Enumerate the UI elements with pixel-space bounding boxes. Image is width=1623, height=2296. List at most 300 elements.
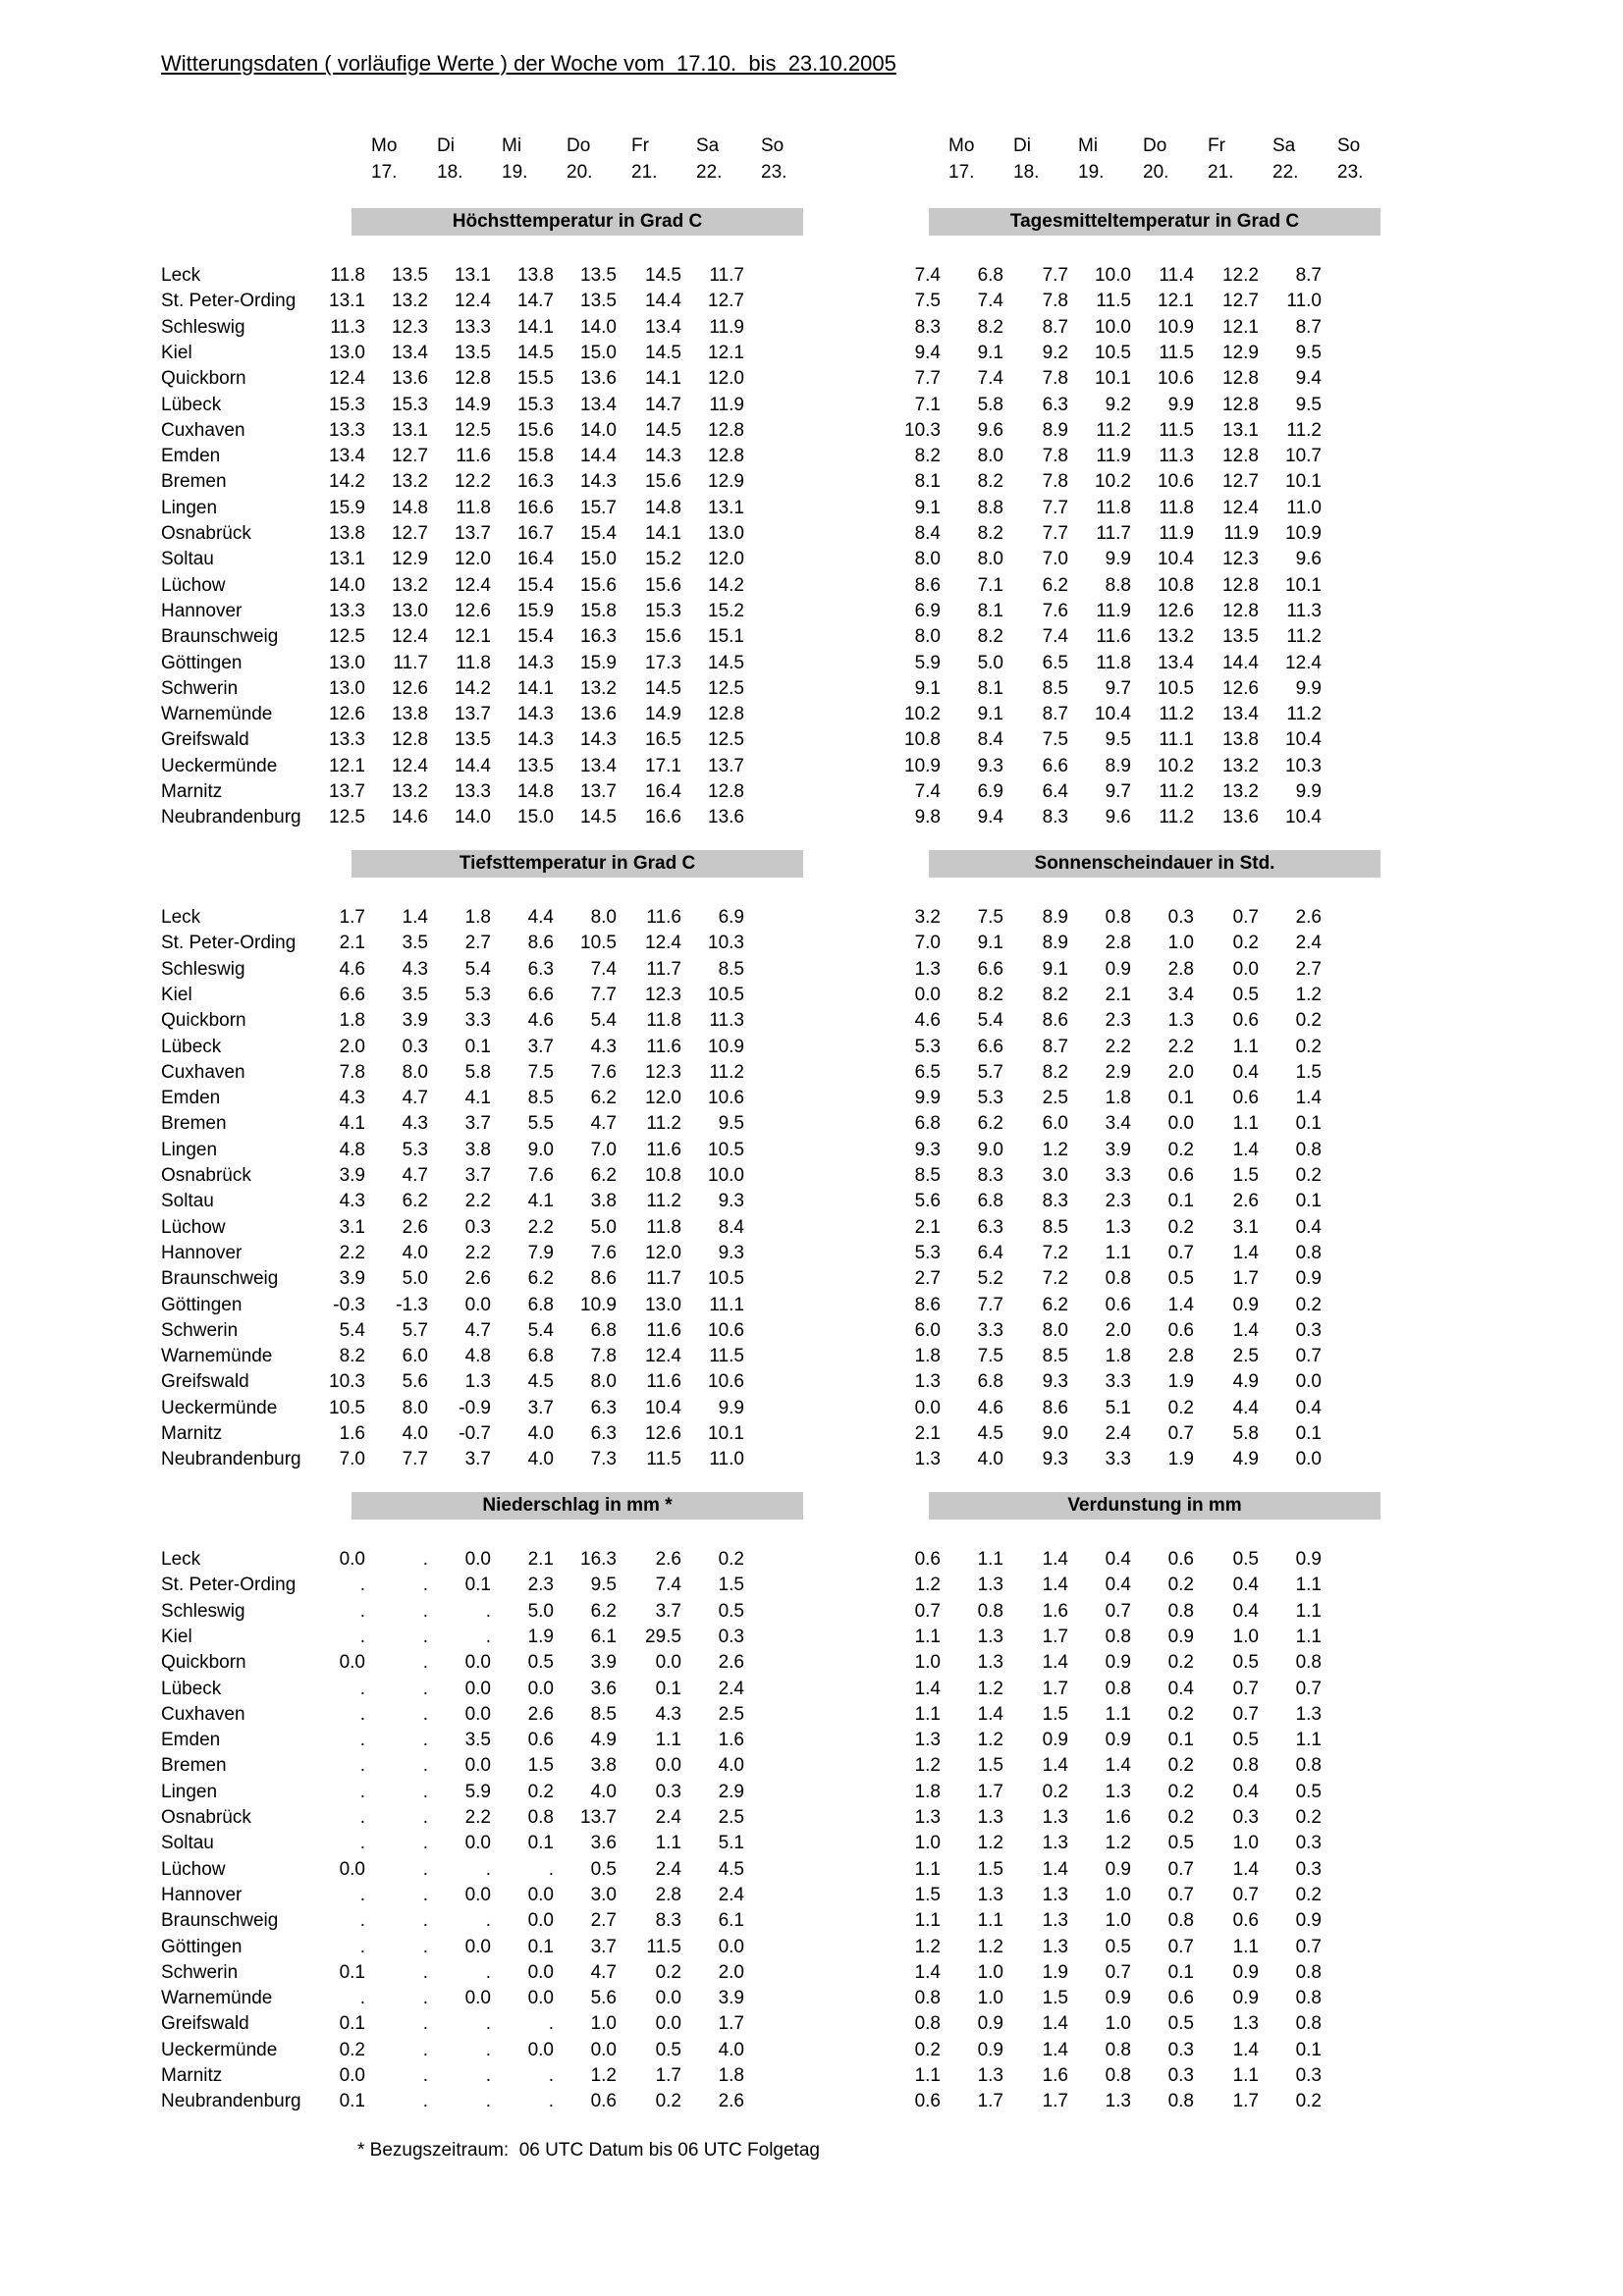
left-value-cell: 13.8 <box>392 704 428 725</box>
right-value-cell: 0.8 <box>1295 1961 1322 1983</box>
table-row <box>0 651 1623 676</box>
right-value-cell: 0.5 <box>1295 1781 1322 1802</box>
left-value-cell: 4.0 <box>718 1755 744 1777</box>
table-row <box>0 1857 1623 1883</box>
left-value-cell: 15.3 <box>517 394 554 415</box>
left-value-cell: 13.5 <box>517 755 554 776</box>
right-value-cell: 1.3 <box>977 1626 1003 1647</box>
left-value-cell: . <box>359 1884 365 1905</box>
left-day-header: Di <box>437 135 455 156</box>
right-value-cell: 0.2 <box>1295 1036 1322 1057</box>
left-value-cell: 8.6 <box>527 933 554 954</box>
right-value-cell: 10.1 <box>1095 368 1131 390</box>
left-value-cell: 15.6 <box>645 626 681 648</box>
station-name: Lingen <box>161 1139 218 1160</box>
left-value-cell: 14.8 <box>392 497 428 518</box>
left-value-cell: 11.2 <box>646 1113 681 1135</box>
station-name: Göttingen <box>161 1936 243 1957</box>
table-row <box>0 1008 1623 1034</box>
right-value-cell: 2.3 <box>1105 1010 1131 1032</box>
right-value-cell: 8.5 <box>1042 1346 1068 1367</box>
right-value-cell: 7.6 <box>1042 600 1068 621</box>
left-value-cell: . <box>485 1858 491 1880</box>
left-value-cell: 1.6 <box>718 1730 744 1751</box>
left-value-cell: 0.5 <box>718 1600 744 1622</box>
left-value-cell: 15.9 <box>580 652 617 673</box>
right-value-cell: 8.5 <box>1042 1216 1068 1238</box>
right-day-header: Do <box>1143 135 1167 156</box>
right-value-cell: 0.8 <box>1167 1910 1194 1932</box>
right-day-header: Mo <box>948 135 975 156</box>
right-value-cell: 9.7 <box>1105 781 1131 802</box>
right-value-cell: 0.7 <box>1295 1346 1322 1367</box>
right-value-cell: 1.5 <box>1295 1061 1322 1083</box>
right-value-cell: 12.3 <box>1222 549 1259 570</box>
right-value-cell: 0.9 <box>1105 958 1131 980</box>
right-value-cell: 0.9 <box>977 2013 1003 2035</box>
right-value-cell: 1.3 <box>1105 1781 1131 1802</box>
left-value-cell: 2.2 <box>527 1216 554 1238</box>
left-value-cell: 8.3 <box>655 1910 681 1932</box>
right-value-cell: 6.9 <box>977 781 1003 802</box>
left-value-cell: 13.2 <box>392 291 428 312</box>
right-value-cell: 1.1 <box>914 1858 941 1880</box>
right-value-cell: 0.2 <box>1167 1755 1194 1777</box>
station-name: Emden <box>161 1730 221 1751</box>
right-value-cell: 2.1 <box>1105 984 1131 1005</box>
station-name: Marnitz <box>161 781 223 802</box>
right-value-cell: 2.5 <box>1042 1088 1068 1109</box>
left-value-cell: 14.6 <box>392 807 428 828</box>
left-value-cell: 2.5 <box>718 1703 744 1725</box>
left-value-cell: 8.5 <box>527 1088 554 1109</box>
right-value-cell: 0.4 <box>1232 1600 1259 1622</box>
station-name: Schleswig <box>161 958 245 980</box>
right-value-cell: 13.2 <box>1222 781 1259 802</box>
left-value-cell: 14.3 <box>517 729 554 751</box>
right-value-cell: 9.1 <box>977 704 1003 725</box>
left-value-cell: . <box>422 1730 428 1751</box>
left-value-cell: 0.0 <box>655 1652 681 1674</box>
left-value-cell: 12.7 <box>708 291 744 312</box>
right-value-cell: 0.9 <box>1105 1652 1131 1674</box>
right-value-cell: 1.8 <box>1105 1346 1131 1367</box>
right-value-cell: 0.8 <box>1105 2039 1131 2060</box>
right-value-cell: 10.1 <box>1285 574 1322 596</box>
left-value-cell: 12.4 <box>455 291 491 312</box>
right-value-cell: 3.3 <box>977 1319 1003 1341</box>
right-value-cell: 11.9 <box>1096 446 1131 467</box>
left-value-cell: 0.0 <box>655 1988 681 2009</box>
left-value-cell: . <box>485 1961 491 1983</box>
right-value-cell: 12.1 <box>1222 316 1259 338</box>
left-value-cell: 8.6 <box>590 1268 617 1290</box>
right-value-cell: 0.5 <box>1232 1549 1259 1570</box>
right-value-cell: 0.8 <box>1295 1755 1322 1777</box>
left-value-cell: 0.0 <box>464 1549 491 1570</box>
left-value-cell: 11.2 <box>646 1191 681 1212</box>
left-value-cell: 6.2 <box>590 1165 617 1186</box>
table-row <box>0 1805 1623 1831</box>
right-value-cell: 1.1 <box>977 1910 1003 1932</box>
left-value-cell: 2.4 <box>655 1807 681 1828</box>
right-value-cell: 0.2 <box>1167 1807 1194 1828</box>
right-value-cell: 0.8 <box>1105 1268 1131 1290</box>
right-value-cell: 1.7 <box>1232 1268 1259 1290</box>
right-value-cell: 4.4 <box>1232 1397 1259 1418</box>
left-value-cell: 2.6 <box>527 1703 554 1725</box>
left-value-cell: 14.1 <box>517 316 554 338</box>
left-value-cell: 11.8 <box>646 1216 681 1238</box>
left-value-cell: 16.7 <box>517 523 554 544</box>
left-value-cell: 15.3 <box>645 600 681 621</box>
left-value-cell: 10.6 <box>708 1319 744 1341</box>
right-value-cell: 1.1 <box>914 1626 941 1647</box>
right-value-cell: 12.1 <box>1158 291 1194 312</box>
left-value-cell: 11.6 <box>646 1036 681 1057</box>
left-value-cell: 3.5 <box>402 984 428 1005</box>
left-value-cell: 15.6 <box>645 471 681 493</box>
right-value-cell: 8.2 <box>977 316 1003 338</box>
right-value-cell: 9.9 <box>1105 549 1131 570</box>
left-value-cell: . <box>422 1600 428 1622</box>
right-value-cell: 1.0 <box>1232 1626 1259 1647</box>
left-value-cell: 13.4 <box>392 342 428 363</box>
left-value-cell: . <box>422 1858 428 1880</box>
station-name: Ueckermünde <box>161 755 278 776</box>
left-value-cell: 2.7 <box>464 933 491 954</box>
right-value-cell: 1.5 <box>914 1884 941 1905</box>
left-value-cell: 15.0 <box>580 342 617 363</box>
station-name: Braunschweig <box>161 626 279 648</box>
right-value-cell: 5.6 <box>914 1191 941 1212</box>
left-value-cell: 2.1 <box>527 1549 554 1570</box>
right-value-cell: 0.8 <box>1295 1652 1322 1674</box>
right-value-cell: 1.2 <box>977 1833 1003 1854</box>
left-day-header: Mo <box>371 135 398 156</box>
right-value-cell: 11.5 <box>1159 342 1194 363</box>
left-value-cell: 4.3 <box>339 1088 365 1109</box>
left-value-cell: 15.9 <box>517 600 554 621</box>
left-day-header: So <box>761 135 784 156</box>
left-value-cell: 3.8 <box>464 1139 491 1160</box>
table-row <box>0 1728 1623 1753</box>
right-value-cell: 1.0 <box>1232 1833 1259 1854</box>
table-row <box>0 931 1623 956</box>
left-value-cell: 16.6 <box>645 807 681 828</box>
right-value-cell: 1.6 <box>1105 1807 1131 1828</box>
station-name: Lingen <box>161 497 218 518</box>
right-value-cell: 12.8 <box>1222 394 1259 415</box>
right-value-cell: 5.0 <box>977 652 1003 673</box>
right-value-cell: 11.7 <box>1096 523 1131 544</box>
left-value-cell: 3.7 <box>464 1113 491 1135</box>
right-value-cell: 1.2 <box>977 1730 1003 1751</box>
station-name: Greifswald <box>161 729 249 751</box>
right-value-cell: 6.6 <box>977 1036 1003 1057</box>
left-value-cell: 4.6 <box>339 958 365 980</box>
left-value-cell: 0.8 <box>527 1807 554 1828</box>
right-value-cell: 8.0 <box>977 446 1003 467</box>
right-value-cell: 2.8 <box>1167 1346 1194 1367</box>
left-value-cell: 17.1 <box>645 755 681 776</box>
right-date-header: 17. <box>948 162 975 183</box>
left-value-cell: 0.0 <box>339 2065 365 2086</box>
left-date-header: 20. <box>567 162 593 183</box>
left-value-cell: 16.3 <box>580 626 617 648</box>
left-value-cell: 3.7 <box>655 1600 681 1622</box>
left-value-cell: 0.6 <box>527 1730 554 1751</box>
right-value-cell: 12.6 <box>1222 677 1259 699</box>
right-value-cell: 10.1 <box>1285 471 1322 493</box>
right-value-cell: 8.2 <box>977 523 1003 544</box>
table-row <box>0 599 1623 624</box>
table-row <box>0 263 1623 289</box>
left-value-cell: 14.8 <box>645 497 681 518</box>
right-value-cell: 1.2 <box>1295 984 1322 1005</box>
right-value-cell: 4.0 <box>977 1449 1003 1470</box>
left-value-cell: 11.6 <box>456 446 491 467</box>
right-value-cell: 2.7 <box>1295 958 1322 980</box>
right-value-cell: 0.2 <box>1167 1139 1194 1160</box>
left-value-cell: 14.5 <box>645 265 681 286</box>
left-value-cell: 7.6 <box>590 1061 617 1083</box>
table-row <box>0 1908 1623 1934</box>
table-row <box>0 624 1623 650</box>
left-value-cell: 13.0 <box>329 652 365 673</box>
right-value-cell: 8.4 <box>977 729 1003 751</box>
right-value-cell: 8.9 <box>1042 419 1068 441</box>
left-value-cell: 7.3 <box>590 1449 617 1470</box>
left-value-cell: 2.4 <box>718 1884 744 1905</box>
table-row <box>0 1369 1623 1395</box>
right-day-header: Mi <box>1078 135 1099 156</box>
right-value-cell: 9.0 <box>1042 1423 1068 1444</box>
right-value-cell: 0.0 <box>1232 958 1259 980</box>
right-value-cell: 1.3 <box>977 1575 1003 1596</box>
right-value-cell: 7.7 <box>977 1294 1003 1315</box>
right-value-cell: 1.0 <box>1105 1910 1131 1932</box>
left-value-cell: 5.0 <box>590 1216 617 1238</box>
table-row <box>0 957 1623 983</box>
right-value-cell: 13.5 <box>1222 626 1259 648</box>
table-row <box>0 573 1623 599</box>
right-value-cell: 1.3 <box>1042 1936 1068 1957</box>
right-date-header: 22. <box>1272 162 1299 183</box>
left-value-cell: 0.0 <box>464 1652 491 1674</box>
left-value-cell: 4.5 <box>718 1858 744 1880</box>
left-value-cell: 14.9 <box>455 394 491 415</box>
right-value-cell: 8.3 <box>1042 1191 1068 1212</box>
left-value-cell: . <box>548 2091 554 2112</box>
left-value-cell: 2.2 <box>339 1242 365 1263</box>
left-value-cell: . <box>422 2013 428 2035</box>
right-value-cell: 9.1 <box>914 677 941 699</box>
station-name: Kiel <box>161 342 192 363</box>
right-value-cell: 8.5 <box>914 1165 941 1186</box>
right-value-cell: 8.0 <box>914 626 941 648</box>
left-value-cell: 10.5 <box>708 984 744 1005</box>
left-value-cell: 14.4 <box>580 446 617 467</box>
left-value-cell: 12.0 <box>455 549 491 570</box>
table-row <box>0 702 1623 727</box>
right-value-cell: 2.2 <box>1105 1036 1131 1057</box>
right-value-cell: 1.2 <box>914 1575 941 1596</box>
right-value-cell: 10.0 <box>1095 265 1131 286</box>
right-value-cell: 0.1 <box>1167 1730 1194 1751</box>
table-row <box>0 521 1623 547</box>
left-value-cell: 14.7 <box>517 291 554 312</box>
left-value-cell: 13.7 <box>580 1807 617 1828</box>
right-value-cell: 1.3 <box>1232 2013 1259 2035</box>
right-value-cell: 1.1 <box>914 2065 941 2086</box>
left-value-cell: 1.7 <box>655 2065 681 2086</box>
left-value-cell: 12.3 <box>392 316 428 338</box>
left-value-cell: 1.8 <box>718 2065 744 2086</box>
right-value-cell: 9.4 <box>977 807 1003 828</box>
right-value-cell: 0.9 <box>1232 1988 1259 2009</box>
left-value-cell: 15.3 <box>392 394 428 415</box>
right-value-cell: 7.5 <box>977 1346 1003 1367</box>
left-value-cell: 12.4 <box>645 1346 681 1367</box>
left-value-cell: 3.5 <box>464 1730 491 1751</box>
station-name: Bremen <box>161 1755 227 1777</box>
left-value-cell: 3.6 <box>590 1678 617 1699</box>
right-value-cell: 1.4 <box>1232 1139 1259 1160</box>
right-value-cell: 7.8 <box>1042 368 1068 390</box>
right-value-cell: 0.2 <box>1295 1010 1322 1032</box>
left-value-cell: 4.9 <box>590 1730 617 1751</box>
left-value-cell: 16.4 <box>517 549 554 570</box>
left-value-cell: 5.3 <box>402 1139 428 1160</box>
right-value-cell: 11.2 <box>1096 419 1131 441</box>
left-value-cell: 15.0 <box>517 807 554 828</box>
right-value-cell: 9.5 <box>1105 729 1131 751</box>
left-value-cell: 11.2 <box>709 1061 744 1083</box>
left-value-cell: 0.3 <box>655 1781 681 1802</box>
left-value-cell: 14.2 <box>455 677 491 699</box>
station-name: Hannover <box>161 1242 243 1263</box>
left-value-cell: 14.5 <box>517 342 554 363</box>
right-value-cell: 1.0 <box>977 1988 1003 2009</box>
right-value-cell: 8.6 <box>1042 1010 1068 1032</box>
right-value-cell: 1.3 <box>977 1884 1003 1905</box>
left-value-cell: 14.5 <box>645 677 681 699</box>
right-value-cell: 0.9 <box>1105 1858 1131 1880</box>
table-row <box>0 1625 1623 1650</box>
right-value-cell: 1.4 <box>1042 2013 1068 2035</box>
right-value-cell: 1.9 <box>1167 1371 1194 1393</box>
left-value-cell: 2.9 <box>718 1781 744 1802</box>
right-value-cell: 0.4 <box>1232 1061 1259 1083</box>
right-value-cell: 1.4 <box>1042 1575 1068 1596</box>
left-value-cell: 7.4 <box>655 1575 681 1596</box>
right-value-cell: 11.8 <box>1159 497 1194 518</box>
left-value-cell: 9.9 <box>718 1397 744 1418</box>
left-value-cell: 14.0 <box>329 574 365 596</box>
right-value-cell: 1.1 <box>977 1549 1003 1570</box>
left-value-cell: 16.6 <box>517 497 554 518</box>
right-value-cell: 6.2 <box>977 1113 1003 1135</box>
left-value-cell: . <box>359 1626 365 1647</box>
right-value-cell: 1.3 <box>914 1807 941 1828</box>
right-value-cell: 1.8 <box>914 1781 941 1802</box>
right-value-cell: 1.1 <box>1232 1113 1259 1135</box>
right-value-cell: 10.5 <box>1095 342 1131 363</box>
right-value-cell: 0.7 <box>1232 1703 1259 1725</box>
right-value-cell: 12.7 <box>1222 291 1259 312</box>
left-value-cell: 14.1 <box>645 368 681 390</box>
left-value-cell: 12.6 <box>329 704 365 725</box>
left-value-cell: 13.3 <box>329 729 365 751</box>
left-value-cell: 2.6 <box>464 1268 491 1290</box>
left-value-cell: 9.5 <box>590 1575 617 1596</box>
left-value-cell: 12.8 <box>708 446 744 467</box>
left-value-cell: 1.2 <box>590 2065 617 2086</box>
right-value-cell: 6.4 <box>977 1242 1003 1263</box>
table-row <box>0 2063 1623 2089</box>
station-name: Osnabrück <box>161 1807 251 1828</box>
right-value-cell: 2.3 <box>1105 1191 1131 1212</box>
right-value-cell: 5.8 <box>977 394 1003 415</box>
left-value-cell: 13.4 <box>580 394 617 415</box>
left-value-cell: 13.0 <box>329 677 365 699</box>
right-value-cell: 10.3 <box>1285 755 1322 776</box>
left-value-cell: . <box>422 1961 428 1983</box>
station-name: Warnemünde <box>161 704 273 725</box>
left-value-cell: 5.4 <box>339 1319 365 1341</box>
left-value-cell: 0.0 <box>464 1936 491 1957</box>
table-row <box>0 418 1623 444</box>
right-day-header: Fr <box>1208 135 1225 156</box>
right-value-cell: 6.4 <box>1042 781 1068 802</box>
left-value-cell: . <box>422 1936 428 1957</box>
station-name: Cuxhaven <box>161 1703 245 1725</box>
left-value-cell: 16.3 <box>517 471 554 493</box>
left-value-cell: 1.1 <box>655 1833 681 1854</box>
left-value-cell: 11.3 <box>330 316 365 338</box>
right-value-cell: 3.4 <box>1105 1113 1131 1135</box>
left-value-cell: 0.0 <box>590 2039 617 2060</box>
left-value-cell: 1.6 <box>339 1423 365 1444</box>
left-value-cell: 12.0 <box>708 368 744 390</box>
station-name: Leck <box>161 1549 201 1570</box>
table-row <box>0 2089 1623 2114</box>
station-name: Warnemünde <box>161 1988 273 2009</box>
left-day-header: Sa <box>696 135 720 156</box>
right-value-cell: 11.2 <box>1286 626 1322 648</box>
left-value-cell: . <box>422 1781 428 1802</box>
right-value-cell: 11.9 <box>1223 523 1259 544</box>
station-name: Neubrandenburg <box>161 1449 301 1470</box>
right-value-cell: 1.7 <box>1042 1678 1068 1699</box>
right-value-cell: 1.3 <box>1167 1010 1194 1032</box>
table-row <box>0 676 1623 702</box>
right-value-cell: 7.2 <box>1042 1242 1068 1263</box>
right-value-cell: 0.2 <box>1167 1652 1194 1674</box>
left-day-header: Fr <box>631 135 649 156</box>
left-value-cell: 0.1 <box>527 1833 554 1854</box>
right-value-cell: 3.1 <box>1232 1216 1259 1238</box>
left-value-cell: 5.7 <box>402 1319 428 1341</box>
left-value-cell: 10.5 <box>329 1397 365 1418</box>
right-value-cell: 1.4 <box>1232 1858 1259 1880</box>
station-name: Osnabrück <box>161 1165 251 1186</box>
left-value-cell: 3.9 <box>402 1010 428 1032</box>
right-value-cell: 12.2 <box>1222 265 1259 286</box>
left-value-cell: 14.3 <box>580 471 617 493</box>
left-value-cell: 6.2 <box>402 1191 428 1212</box>
